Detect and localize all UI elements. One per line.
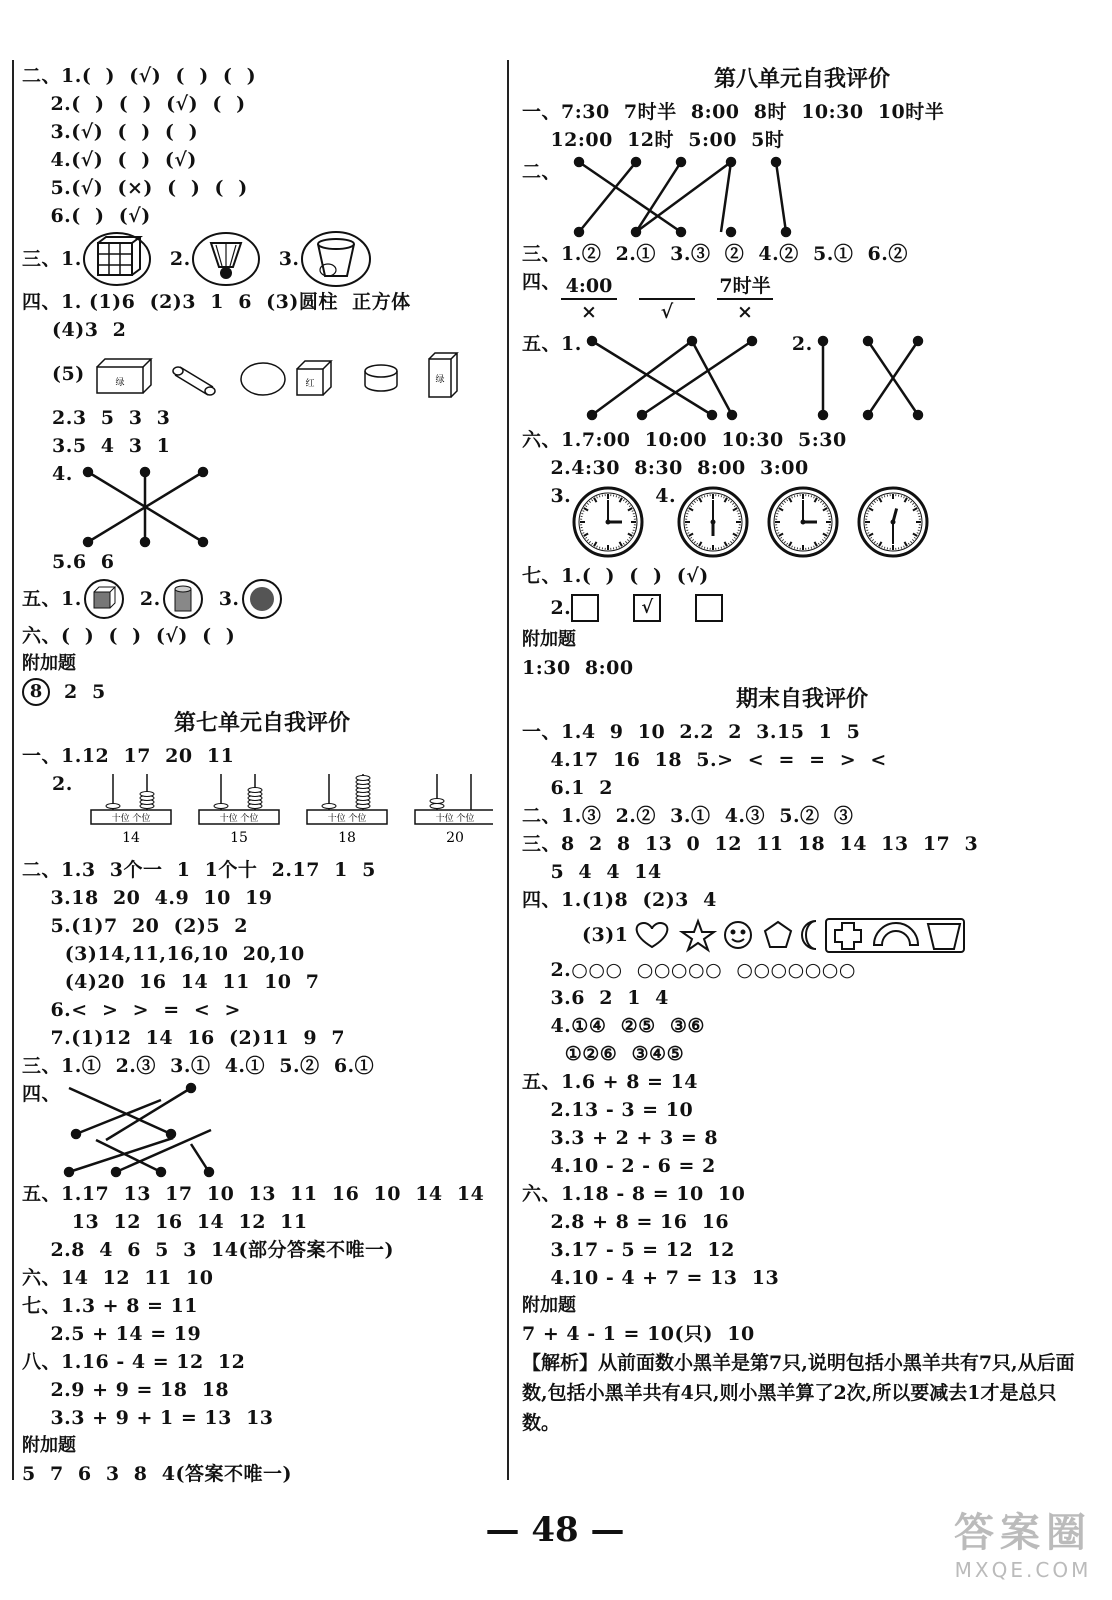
item-label: (5) — [52, 363, 85, 385]
trapezoid-icon — [928, 924, 960, 949]
answer-line: 2.8 4 6 5 3 14(部分答案不唯一) — [22, 1239, 394, 1261]
unit-7-answers-b — [22, 1180, 502, 1432]
answer-line: 一、7:30 7时半 8:00 8时 10:30 10时半 — [522, 101, 945, 123]
rubiks-cube-icon — [82, 231, 152, 287]
matching-lines-diagram — [73, 460, 223, 548]
answer-line: 2.○○○ ○○○○○ ○○○○○○○ — [522, 959, 856, 981]
matching-lines-diagram — [582, 333, 772, 423]
bonus-heading: 附加题 — [22, 1435, 76, 1456]
answer-line: 三、1.① 2.③ 3.① 4.① 5.② 6.① — [22, 1055, 375, 1077]
item-label: 3. — [218, 588, 240, 610]
fraction-bottom: × — [737, 301, 753, 323]
answer-line: 二、1.( ) (√) ( ) ( ) — [22, 65, 257, 87]
item-label: 2. — [522, 597, 572, 619]
shapes-row — [522, 914, 1082, 956]
watermark — [954, 1501, 1092, 1582]
item-label: 2. — [169, 248, 191, 270]
answer-line: 6.< > > = < > — [22, 999, 241, 1021]
fraction-bottom: √ — [660, 301, 674, 323]
answer-line: 4.(√) ( ) (√) — [22, 149, 197, 171]
answer-line: 七、1.( ) ( ) (√) — [522, 565, 709, 587]
answer-line: 2.8 + 8 = 16 16 — [522, 1211, 730, 1233]
section-four-row — [522, 268, 1082, 330]
section-label: 三、1. — [22, 248, 82, 270]
abacus-box-label: 十位 个位 — [111, 814, 151, 824]
answer-line: 2.9 + 9 = 18 18 — [22, 1379, 230, 1401]
abacus-row — [22, 770, 502, 856]
column-divider — [507, 60, 509, 1480]
item-label: 2. — [791, 333, 813, 355]
abacus — [415, 774, 493, 846]
answer-line: 5.6 6 — [52, 551, 115, 573]
answer-line: 5.(1)7 20 (2)5 2 — [22, 915, 248, 937]
answer-line: 4.10 - 2 - 6 = 2 — [522, 1155, 716, 1177]
clock-icon — [676, 485, 750, 559]
cross-icon — [835, 923, 861, 949]
abacus — [91, 774, 171, 846]
sphere-icon — [240, 578, 284, 620]
fraction-bottom: × — [581, 301, 597, 323]
left-margin-line — [12, 60, 14, 1480]
clock-matching-row — [522, 154, 1082, 240]
answer-line: 3.6 2 1 4 — [522, 987, 669, 1009]
matching-lines-diagram — [813, 333, 953, 423]
section-label: 五、1. — [22, 588, 82, 610]
answer-line: 6.1 2 — [522, 777, 613, 799]
answer-line: 2.5 + 14 = 19 — [22, 1323, 202, 1345]
answer-box: √ — [633, 594, 661, 622]
clock-faces-row — [522, 482, 1082, 562]
solid-shapes-illustration — [85, 345, 502, 403]
answer-line: 2.4:30 8:30 8:00 3:00 — [522, 457, 809, 479]
fraction-top: 7时半 — [717, 274, 773, 300]
section-five-row — [522, 330, 1082, 426]
answer-line: (4)20 16 14 11 10 7 — [22, 971, 320, 993]
answer-line: 四、1.(1)8 (2)3 4 — [522, 889, 717, 911]
cup-icon — [300, 230, 372, 288]
section-label: 二、 — [522, 161, 562, 183]
clock-icon — [571, 485, 645, 559]
cylinder-icon — [161, 578, 205, 620]
item-label: 3. — [278, 248, 300, 270]
answer-line: 3.18 20 4.9 10 19 — [22, 887, 273, 909]
abacus — [199, 774, 279, 846]
box-label: 绿 — [435, 375, 445, 385]
shapes-row — [22, 344, 502, 404]
watermark-title: 答案圈 — [954, 1510, 1092, 1556]
answer-line: 四、1. (1)6 (2)3 1 6 (3)圆柱 正方体 — [22, 291, 411, 313]
abacus-value-label: 14 — [121, 830, 140, 846]
answer-line: 一、1.12 17 20 11 — [22, 745, 235, 767]
box-label: 绿 — [115, 378, 125, 388]
answer-line: 一、1.4 9 10 2.2 2 3.15 1 5 — [522, 721, 861, 743]
fraction-top — [639, 274, 695, 300]
answer-line: 五、1.17 13 17 10 13 11 16 10 14 14 — [22, 1183, 485, 1205]
answer-line: 3.17 - 5 = 12 12 — [522, 1239, 735, 1261]
left-column — [22, 62, 502, 1488]
circled-number: 8 — [22, 678, 50, 706]
answer-line: 六、1.18 - 8 = 10 10 — [522, 1183, 746, 1205]
abacus-value-label: 15 — [229, 830, 248, 846]
section-label: 四、 — [22, 1083, 62, 1105]
smiley-icon — [725, 922, 751, 948]
shuttlecock-icon — [191, 231, 261, 287]
section-five-row — [22, 576, 502, 622]
answer-line: 三、8 2 8 13 0 12 11 18 14 13 17 3 — [522, 833, 979, 855]
answer-line: 2.13 - 3 = 10 — [522, 1099, 694, 1121]
unit-7-heading: 第七单元自我评价 — [173, 711, 350, 736]
clock-icon — [856, 485, 930, 559]
bonus-heading: 附加题 — [522, 1295, 576, 1316]
answer-line: 7 + 4 - 1 = 10(只) 10 — [522, 1323, 755, 1345]
answer-box — [571, 594, 599, 622]
answer-line: (3)1 — [582, 924, 629, 946]
answer-line: 2 5 — [64, 681, 106, 703]
answer-line: 二、1.③ 2.② 3.① 4.③ 5.② ③ — [522, 805, 854, 827]
answer-line: 5 7 6 3 8 4(答案不唯一) — [22, 1463, 292, 1485]
answer-line: 4.①④ ②⑤ ③⑥ — [522, 1015, 705, 1037]
cube-icon — [82, 578, 126, 620]
bonus-heading: 附加题 — [22, 653, 76, 674]
fraction-answers — [561, 274, 773, 324]
pentagon-icon — [765, 922, 791, 947]
fraction-answer — [639, 274, 695, 324]
answer-line: 5.(√) (×) ( ) ( ) — [22, 177, 248, 199]
item-label: 4. — [655, 485, 677, 507]
answer-line: 二、1.3 3个一 1 1个十 2.17 1 5 — [22, 859, 376, 881]
abacus-box-label: 十位 个位 — [327, 814, 367, 824]
checkbox-row — [522, 590, 1082, 626]
answer-line: 3.3 + 9 + 1 = 13 13 — [22, 1407, 274, 1429]
item-label: 2. — [52, 773, 73, 795]
abacus-illustration — [73, 770, 493, 856]
right-column — [522, 62, 1082, 1438]
watermark-url: MXQE.COM — [954, 1558, 1092, 1582]
moon-icon — [802, 921, 816, 949]
answer-line: 六、( ) ( ) (√) ( ) — [22, 625, 236, 647]
answer-line: 七、1.3 + 8 = 11 — [22, 1295, 199, 1317]
answer-line: 12:00 12时 5:00 5时 — [522, 129, 785, 151]
final-heading: 期末自我评价 — [735, 687, 868, 712]
answer-line: 八、1.16 - 4 = 12 12 — [22, 1351, 246, 1373]
abacus-box-label: 十位 个位 — [219, 814, 259, 824]
page-number: — 48 — — [485, 1510, 625, 1550]
answer-line: 五、1.6 + 8 = 14 — [522, 1071, 699, 1093]
answer-line: ①②⑥ ③④⑤ — [522, 1043, 685, 1065]
abacus-box-label: 十位 个位 — [435, 814, 475, 824]
matching-star — [22, 460, 502, 548]
abacus-value-label: 20 — [445, 830, 464, 846]
answer-line: 六、14 12 11 10 — [22, 1267, 214, 1289]
section-two-answers — [22, 62, 502, 230]
bonus-answer — [22, 678, 502, 706]
item-label: 4. — [52, 463, 73, 485]
answer-line: 5 4 4 14 — [522, 861, 662, 883]
matching-lines-diagram — [61, 1080, 241, 1180]
answer-line: 13 12 16 14 12 11 — [22, 1211, 308, 1233]
answer-line: 3.5 4 3 1 — [52, 435, 171, 457]
abacus-value-label: 18 — [337, 830, 356, 846]
answer-line: 3.(√) ( ) ( ) — [22, 121, 199, 143]
answer-line: 六、1.7:00 10:00 10:30 5:30 — [522, 429, 847, 451]
final-answers-b — [522, 956, 1082, 1292]
answer-line: (3)14,11,16,10 20,10 — [22, 943, 305, 965]
fraction-answer — [717, 274, 773, 324]
answer-line: 4.17 16 18 5.> < = = > < — [522, 749, 887, 771]
heart-icon — [637, 923, 668, 947]
checkbox-group — [571, 594, 723, 622]
unit-7-answers — [22, 856, 502, 1080]
final-answers — [522, 718, 1082, 914]
clock-icon — [766, 485, 840, 559]
unit-8-heading: 第八单元自我评价 — [713, 67, 890, 92]
matching-lines-diagram — [561, 154, 841, 240]
box-label: 红 — [305, 379, 315, 389]
answer-line: 6.( ) (√) — [22, 205, 151, 227]
section-label: 五、1. — [522, 333, 582, 355]
answer-line: 7.(1)12 14 16 (2)11 9 7 — [22, 1027, 346, 1049]
item-label: 3. — [522, 485, 572, 507]
arch-icon — [874, 923, 918, 945]
answer-line: 三、1.② 2.① 3.③ ② 4.② 5.① 6.② — [522, 243, 908, 265]
unit-7-matching — [22, 1080, 502, 1180]
answer-line: (4)3 2 — [52, 319, 127, 341]
fraction-answer — [561, 274, 617, 324]
star-icon — [682, 921, 714, 950]
shape-symbols — [628, 915, 968, 955]
answer-line: 3.3 + 2 + 3 = 8 — [522, 1127, 719, 1149]
abacus — [307, 774, 387, 846]
section-three-row — [22, 230, 502, 288]
answer-box — [695, 594, 723, 622]
answer-line: 4.10 - 4 + 7 = 13 13 — [522, 1267, 780, 1289]
analysis-paragraph: 【解析】从前面数小黑羊是第7只,说明包括小黑羊共有7只,从后面数,包括小黑羊共有4只,则小黑羊算了2次,所以要减去1才是总只数。 — [522, 1352, 1075, 1434]
section-label: 四、 — [522, 271, 562, 293]
answer-line: 2.3 5 3 3 — [52, 407, 171, 429]
bonus-heading: 附加题 — [522, 629, 576, 650]
item-label: 2. — [139, 588, 161, 610]
fraction-top: 4:00 — [561, 274, 617, 300]
answer-line: 1:30 8:00 — [522, 657, 634, 679]
answer-line: 2.( ) ( ) (√) ( ) — [22, 93, 246, 115]
